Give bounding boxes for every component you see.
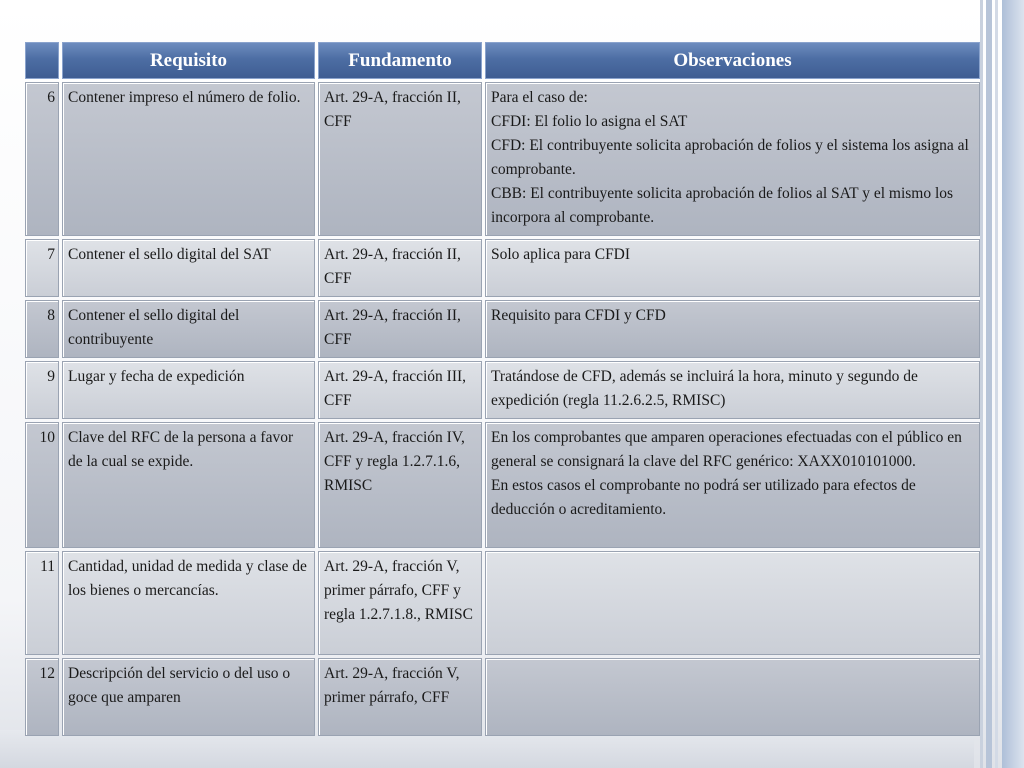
cell-observaciones bbox=[485, 361, 980, 419]
decorative-stripe bbox=[986, 0, 992, 768]
cell-observaciones bbox=[485, 82, 980, 236]
cell-requisito bbox=[62, 551, 315, 655]
requirements-table bbox=[22, 39, 983, 739]
cell-observaciones-text: Para el caso de: bbox=[491, 89, 588, 106]
decorative-stripe bbox=[1002, 0, 1024, 768]
cell-requisito bbox=[62, 239, 315, 297]
cell-requisito-text: Lugar y fecha de expedición bbox=[68, 368, 245, 385]
cell-observaciones bbox=[485, 658, 980, 736]
cell-fundamento bbox=[318, 658, 482, 736]
row-number: 7 bbox=[25, 239, 59, 297]
cell-fundamento-text: Art. 29-A, fracción II, CFF bbox=[324, 307, 461, 348]
table-row bbox=[25, 658, 980, 736]
cell-observaciones bbox=[485, 422, 980, 548]
cell-requisito bbox=[62, 300, 315, 358]
row-number: 10 bbox=[25, 422, 59, 548]
cell-requisito-text: Contener el sello digital del contribuyente bbox=[68, 307, 240, 348]
table-row bbox=[25, 361, 980, 419]
cell-requisito-text: Contener impreso el número de folio. bbox=[68, 89, 301, 106]
cell-observaciones bbox=[485, 239, 980, 297]
cell-requisito-text: Contener el sello digital del SAT bbox=[68, 246, 271, 263]
table-row bbox=[25, 239, 980, 297]
table-row bbox=[25, 300, 980, 358]
cell-fundamento bbox=[318, 82, 482, 236]
cell-fundamento bbox=[318, 239, 482, 297]
table-row bbox=[25, 422, 980, 548]
cell-fundamento-text: Art. 29-A, fracción V, primer párrafo, CFF bbox=[324, 665, 460, 706]
row-number: 6 bbox=[25, 82, 59, 236]
cell-observaciones-text: CFDI: El folio lo asigna el SAT bbox=[491, 113, 688, 130]
cell-fundamento-text: Art. 29-A, fracción V, primer párrafo, CFF y regla 1.2.7.1.8., RMISC bbox=[324, 558, 473, 623]
cell-observaciones bbox=[485, 551, 980, 655]
cell-requisito bbox=[62, 658, 315, 736]
cell-fundamento-text: Art. 29-A, fracción III, CFF bbox=[324, 368, 467, 409]
cell-fundamento-text: Art. 29-A, fracción II, CFF bbox=[324, 89, 461, 130]
cell-observaciones-text: CBB: El contribuyente solicita aprobación de folios al SAT y el mismo los incorpora al comprobante. bbox=[491, 185, 954, 226]
cell-observaciones-text: CFD: El contribuyente solicita aprobación de folios y el sistema los asigna al comprobante. bbox=[491, 137, 969, 178]
cell-observaciones-text: Solo aplica para CFDI bbox=[491, 246, 631, 263]
cell-fundamento bbox=[318, 551, 482, 655]
header-observaciones: Observaciones bbox=[485, 42, 980, 79]
row-number: 8 bbox=[25, 300, 59, 358]
decorative-stripe bbox=[995, 0, 998, 768]
row-number: 11 bbox=[25, 551, 59, 655]
header-requisito: Requisito bbox=[62, 42, 315, 79]
cell-requisito bbox=[62, 361, 315, 419]
cell-fundamento bbox=[318, 300, 482, 358]
cell-requisito bbox=[62, 422, 315, 548]
cell-observaciones bbox=[485, 300, 980, 358]
cell-fundamento-text: Art. 29-A, fracción II, CFF bbox=[324, 246, 461, 287]
header-number bbox=[25, 42, 59, 79]
cell-requisito bbox=[62, 82, 315, 236]
table-row bbox=[25, 551, 980, 655]
cell-observaciones-text: Requisito para CFDI y CFD bbox=[491, 307, 666, 324]
cell-requisito-text: Cantidad, unidad de medida y clase de los bienes o mercancías. bbox=[68, 558, 307, 599]
cell-observaciones-text: En los comprobantes que amparen operaciones efectuadas con el público en general se consignará la clave del RFC genérico: XAXX010101000. bbox=[491, 429, 962, 470]
cell-requisito-text: Clave del RFC de la persona a favor de la cual se expide. bbox=[68, 429, 294, 470]
cell-observaciones-text: Tratándose de CFD, además se incluirá la hora, minuto y segundo de expedición (regla 11.2.6.2.5, RMISC) bbox=[491, 368, 918, 409]
table-row bbox=[25, 82, 980, 236]
cell-requisito-text: Descripción del servicio o del uso o goce que amparen bbox=[68, 665, 291, 706]
cell-fundamento-text: Art. 29-A, fracción IV, CFF y regla 1.2.7.1.6, RMISC bbox=[324, 429, 465, 494]
cell-observaciones-text: En estos casos el comprobante no podrá ser utilizado para efectos de deducción o acreditamiento. bbox=[491, 477, 916, 518]
cell-fundamento bbox=[318, 422, 482, 548]
header-row bbox=[25, 42, 980, 79]
cell-fundamento bbox=[318, 361, 482, 419]
row-number: 9 bbox=[25, 361, 59, 419]
row-number: 12 bbox=[25, 658, 59, 736]
header-fundamento: Fundamento bbox=[318, 42, 482, 79]
